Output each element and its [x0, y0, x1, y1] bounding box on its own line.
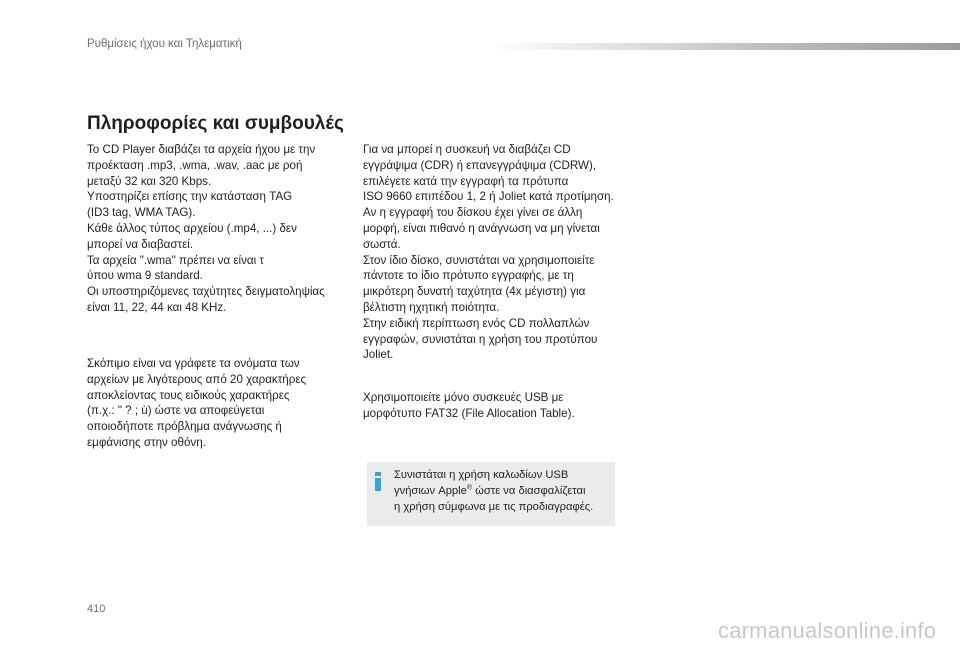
info-line-3: η χρήση σύμφωνα με τις προδιαγραφές. [394, 501, 594, 514]
info-line-1: Συνιστάται η χρήση καλωδίων USB [394, 469, 569, 481]
left-paragraph-filenames: Σκόπιμο είναι να γράφετε τα ονόματα των αρχείων με λιγότερους από 20 χαρακτήρες αποκλείοντας τους ειδικούς χαρακτήρες (π.χ.: " ? ; ù) ώστε να αποφεύγεται οποιοδήποτε πρόβλημα ανάγνωσης ή εμφάνισης στην οθόνη. [87, 357, 307, 449]
header-gradient-bar [490, 43, 960, 50]
header-title: Ρυθμίσεις ήχου και Τηλεματική [87, 38, 242, 50]
info-line-2-before: γνήσιων Apple [394, 485, 467, 498]
info-box-text [394, 467, 616, 516]
info-icon [373, 472, 383, 491]
right-paragraph-cd-recording: Για να μπορεί η συσκευή να διαβάζει CD εγγράψιμα (CDR) ή επανεγγράψιμα (CDRW), επιλέγετε κατά την εγγραφή τα πρότυπα ISO 9660 επιπέδου 1, 2 ή Joliet κατά προτίμηση. Αν η εγγραφή του δίσκου έχει γίνει σε άλλη μορφή, είναι πιθανό η ανάγνωση να μη γίνεται σωστά. Στον ίδιο δίσκο, συνιστάται να χρησιμοποιείτε πάντοτε το ίδιο πρότυπο εγγραφής, με τη μικρότερη δυνατή ταχύτητα (4x μέγιστη) για βέλτιστη ηχητική ποιότητα. Στην ειδική περίπτωση ενός CD πολλαπλών εγγραφών, συνιστάται η χρήση του προτύπου Joliet. [363, 143, 614, 362]
page-number: 410 [87, 603, 106, 615]
info-line-2-after: ώστε να διασφαλίζεται [472, 485, 586, 498]
left-paragraph-formats: Το CD Player διαβάζει τα αρχεία ήχου με την προέκταση .mp3, .wma, .wav, .aac με ροή μεταξύ 32 και 320 Kbps. Υποστηρίζει επίσης την κατάσταση TAG (ID3 tag, WMA TAG). Κάθε άλλος τύπος αρχείου (.mp4, ...) δεν μπορεί να διαβαστεί. Τα αρχεία ".wma" πρέπει να είναι τ ύπου wma 9 standard. Οι υποστηριζόμενες ταχύτητες δειγματοληψίας είναι 11, 22, 44 και 48 KHz. [87, 143, 325, 314]
section-title: Πληροφορίες και συμβουλές [87, 113, 344, 134]
right-paragraph-usb-format: Χρησιμοποιείτε μόνο συσκευές USB με μορφότυπο FAT32 (File Allocation Table). [363, 391, 575, 420]
registered-mark: ® [466, 484, 473, 492]
watermark: carmanualsonline.info [718, 618, 937, 643]
